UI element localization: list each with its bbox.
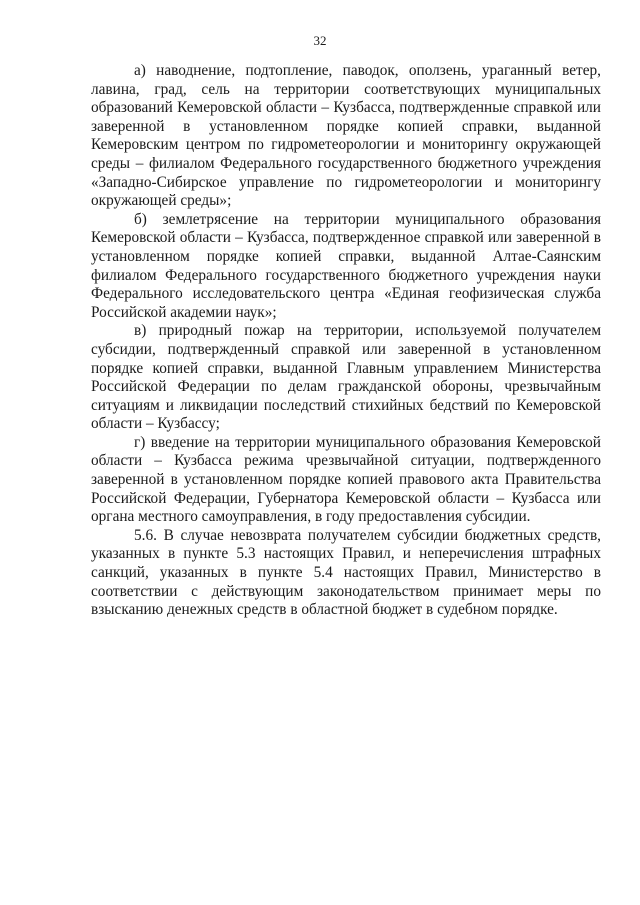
paragraph-clause-5-6: 5.6. В случае невозврата получателем субсидии бюджетных средств, указанных в пункте 5.3 настоящих Правил, и неперечисления штрафных санкций, указанных в пункте 5.4 настоящих Правил, Министерство в соответствии с действующим законодательством принимает меры по взысканию денежных средств в областной бюджет в судебном порядке. [91, 526, 601, 619]
paragraph-item-a: а) наводнение, подтопление, паводок, оползень, ураганный ветер, лавина, град, сель на территории соответствующих муниципальных образований Кемеровской области – Кузбасса, подтвержденные справкой или заверенной в установленном порядке копией справки, выданной Кемеровским центром по гидрометеорологии и мониторингу окружающей среды – филиалом Федерального государственного бюджетного учреждения «Западно-Сибирское управление по гидрометеорологии и мониторингу окружающей среды»; [91, 62, 601, 210]
document-body [91, 62, 601, 620]
page-number: 32 [313, 33, 327, 48]
paragraph-item-g: г) введение на территории муниципального образования Кемеровской области – Кузбасса режима чрезвычайной ситуации, подтвержденного заверенной в установленном порядке копией правового акта Правительства Российской Федерации, Губернатора Кемеровской области – Кузбасса или органа местного самоуправления, в году предоставления субсидии. [91, 433, 601, 526]
paragraph-item-v: в) природный пожар на территории, используемой получателем субсидии, подтвержденный справкой или заверенной в установленном порядке копией справки, выданной Главным управлением Министерства Российской Федерации по делам гражданской обороны, чрезвычайным ситуациям и ликвидации последствий стихийных бедствий по Кемеровской области – Кузбассу; [91, 322, 601, 433]
paragraph-item-b: б) землетрясение на территории муниципального образования Кемеровской области – Кузбасса, подтвержденное справкой или заверенной в установленном порядке копией справки, выданной Алтае-Саянским филиалом Федерального государственного бюджетного учреждения науки Федерального исследовательского центра «Единая геофизическая служба Российской академии наук»; [91, 210, 601, 321]
